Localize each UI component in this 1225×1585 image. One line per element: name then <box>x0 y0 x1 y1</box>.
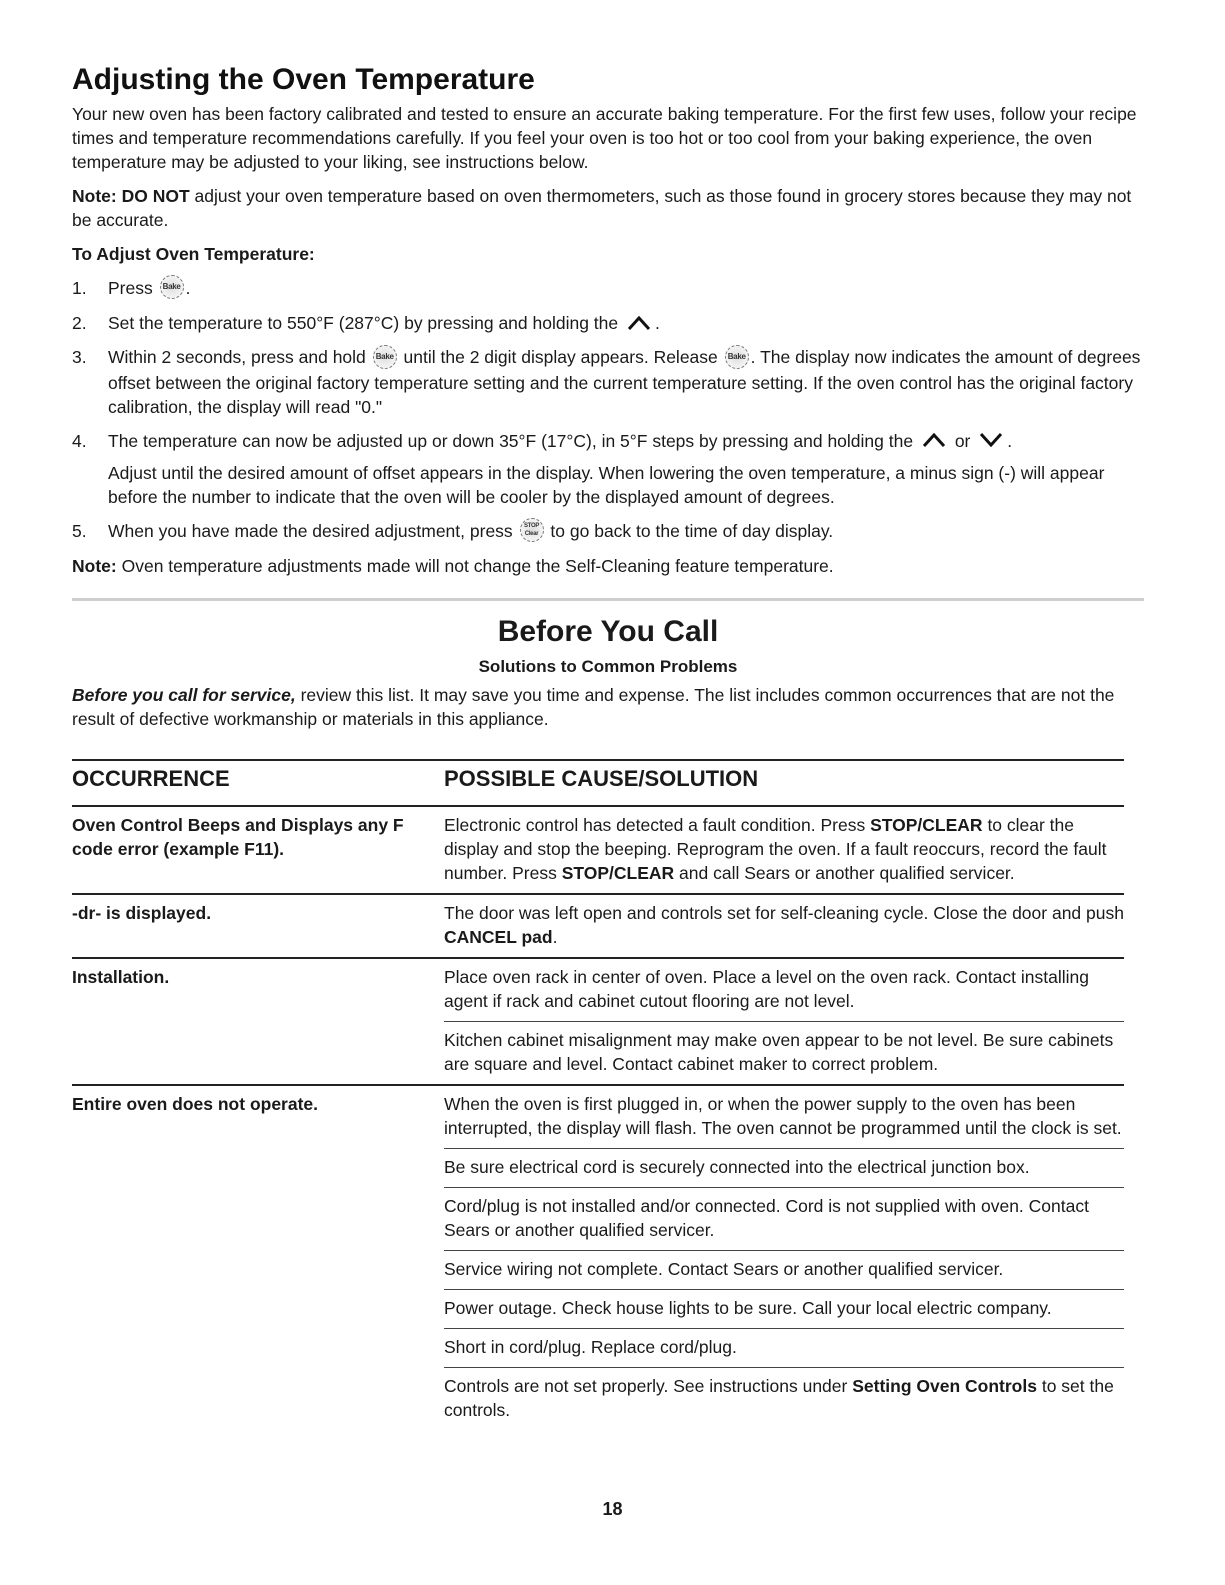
step-text: When you have made the desired adjustment, press <box>108 520 513 541</box>
step-item <box>72 345 1144 418</box>
solution-cell <box>444 1085 1124 1430</box>
solution-emphasis: CANCEL pad <box>444 927 553 948</box>
solution-item <box>444 901 1124 949</box>
up-arrow-icon <box>922 433 946 447</box>
bake-pad-icon: Bake <box>725 345 749 369</box>
oven-temp-note-2 <box>72 554 1144 578</box>
page-number: 18 <box>602 1499 623 1519</box>
note-text: Oven temperature adjustments made will not change the Self-Cleaning feature temperature. <box>121 556 834 577</box>
solution-emphasis: Setting Oven Controls <box>852 1376 1037 1397</box>
solution-item: Service wiring not complete. Contact Sears or another qualified servicer. <box>444 1250 1124 1281</box>
step-text: . <box>655 313 660 334</box>
solution-item: Cord/plug is not installed and/or connected. Cord is not supplied with oven. Contact Sears or another qualified servicer. <box>444 1187 1124 1242</box>
step-text: Press <box>108 278 153 298</box>
before-call-subtitle: Solutions to Common Problems <box>478 657 738 677</box>
oven-temp-intro: Your new oven has been factory calibrated and tested to ensure an accurate baking temperature. For the first few uses, follow your recipe times and temperature recommendations carefully. If you feel your oven is too hot or too cool from your baking experience, the oven temperature may be adjusted to your liking, see instructions below. <box>72 104 1137 172</box>
col-solution: POSSIBLE CAUSE/SOLUTION <box>444 760 1124 806</box>
step-item <box>72 276 1144 301</box>
table-row <box>72 958 1124 1085</box>
step-text: to go back to the time of day display. <box>550 520 834 541</box>
solution-item: When the oven is first plugged in, or when the power supply to the oven has been interrupted, the display will flash. The oven cannot be programmed until the clock is set. <box>444 1094 1122 1139</box>
step-item <box>72 311 1144 335</box>
step-text: until the 2 digit display appears. Release <box>403 347 718 368</box>
stop-clear-pad-icon: STOP Clear <box>520 518 544 542</box>
step-text: . <box>1007 430 1013 451</box>
step-item <box>72 429 1144 509</box>
note-label: Note: DO NOT <box>72 186 190 206</box>
table-row <box>72 894 1124 958</box>
solution-text: to set the controls. <box>444 1376 1114 1421</box>
solution-cell <box>444 806 1124 894</box>
step-text: . The display now indicates the amount of degrees offset between the original factory temperature setting and the current temperature setting. If the oven control has the original factory calibration, the display will read "0." <box>108 347 1141 417</box>
table-row <box>72 806 1124 894</box>
solution-text: and call Sears or another qualified servicer. <box>679 863 1015 884</box>
bake-pad-icon: Bake <box>160 275 184 299</box>
up-arrow-icon <box>627 316 651 330</box>
table-header-row <box>72 760 1124 806</box>
solution-text: The door was left open and controls set for self-cleaning cycle. Close the door and push <box>444 903 1124 924</box>
step-continuation: Adjust until the desired amount of offset appears in the display. When lowering the oven temperature, a minus sign (-) will appear before the number to indicate that the oven will be cooler by the displayed amount of degrees. <box>108 462 1105 507</box>
step-number: 3. <box>72 347 87 368</box>
solution-text: to clear the display and stop the beeping. Reprogram the oven. If a fault reoccurs, record the fault number. Press <box>444 815 1107 884</box>
solution-cell <box>444 894 1124 958</box>
step-number: 2. <box>72 313 87 334</box>
step-text: . <box>185 278 191 298</box>
solution-emphasis: STOP/CLEAR <box>561 863 675 884</box>
intro-lead: Before you call for service, <box>72 685 296 706</box>
before-call-title: Before You Call <box>497 615 719 649</box>
note-label: Note: <box>72 556 117 577</box>
solution-item <box>444 1367 1124 1422</box>
table-row <box>72 1085 1124 1430</box>
adjust-subhead: To Adjust Oven Temperature: <box>72 244 315 264</box>
down-arrow-icon <box>979 433 1003 447</box>
solution-item: Be sure electrical cord is securely connected into the electrical junction box. <box>444 1148 1124 1179</box>
step-text: or <box>954 430 971 451</box>
oven-temp-title: Adjusting the Oven Temperature <box>72 63 535 96</box>
occurrence-cell: Entire oven does not operate. <box>72 1094 319 1115</box>
step-text: Set the temperature to 550°F (287°C) by pressing and holding the <box>108 313 619 334</box>
troubleshooting-table <box>72 759 1124 1430</box>
step-number: 4. <box>72 430 87 451</box>
solution-item: Place oven rack in center of oven. Place a level on the oven rack. Contact installing agent if rack and cabinet cutout flooring are not level. <box>444 967 1089 1012</box>
occurrence-cell: -dr- is displayed. <box>72 894 444 958</box>
solution-item: Short in cord/plug. Replace cord/plug. <box>444 1328 1124 1359</box>
col-occurrence: OCCURRENCE <box>72 760 444 806</box>
step-text: The temperature can now be adjusted up or down 35°F (17°C), in 5°F steps by pressing and holding the <box>108 430 914 451</box>
before-call-intro <box>72 683 1144 731</box>
step-number: 1. <box>72 278 87 298</box>
intro-text: review this list. It may save you time and expense. The list includes common occurrences that are not the result of defective workmanship or materials in this appliance. <box>72 685 1115 730</box>
solution-item <box>444 813 1124 885</box>
page-content <box>72 62 1144 1430</box>
section-divider <box>72 598 1144 601</box>
solution-cell <box>444 958 1124 1085</box>
solution-emphasis: STOP/CLEAR <box>870 815 983 836</box>
occurrence-cell: Oven Control Beeps and Displays any F code error (example F11). <box>72 806 444 894</box>
solution-text: Electronic control has detected a fault condition. Press <box>444 815 866 836</box>
solution-text: . <box>552 927 558 948</box>
bake-pad-icon: Bake <box>373 345 397 369</box>
adjust-steps <box>72 276 1144 544</box>
note-text: adjust your oven temperature based on oven thermometers, such as those found in grocery stores because they may not be accurate. <box>72 186 1132 230</box>
oven-temp-note <box>72 184 1144 232</box>
solution-item: Kitchen cabinet misalignment may make oven appear to be not level. Be sure cabinets are square and level. Contact cabinet maker to correct problem. <box>444 1021 1124 1076</box>
step-item <box>72 519 1144 544</box>
solution-text: Controls are not set properly. See instructions under <box>444 1376 848 1397</box>
step-text: Within 2 seconds, press and hold <box>108 347 366 368</box>
solution-item: Power outage. Check house lights to be sure. Call your local electric company. <box>444 1289 1124 1320</box>
occurrence-cell: Installation. <box>72 958 444 1085</box>
step-number: 5. <box>72 520 87 541</box>
